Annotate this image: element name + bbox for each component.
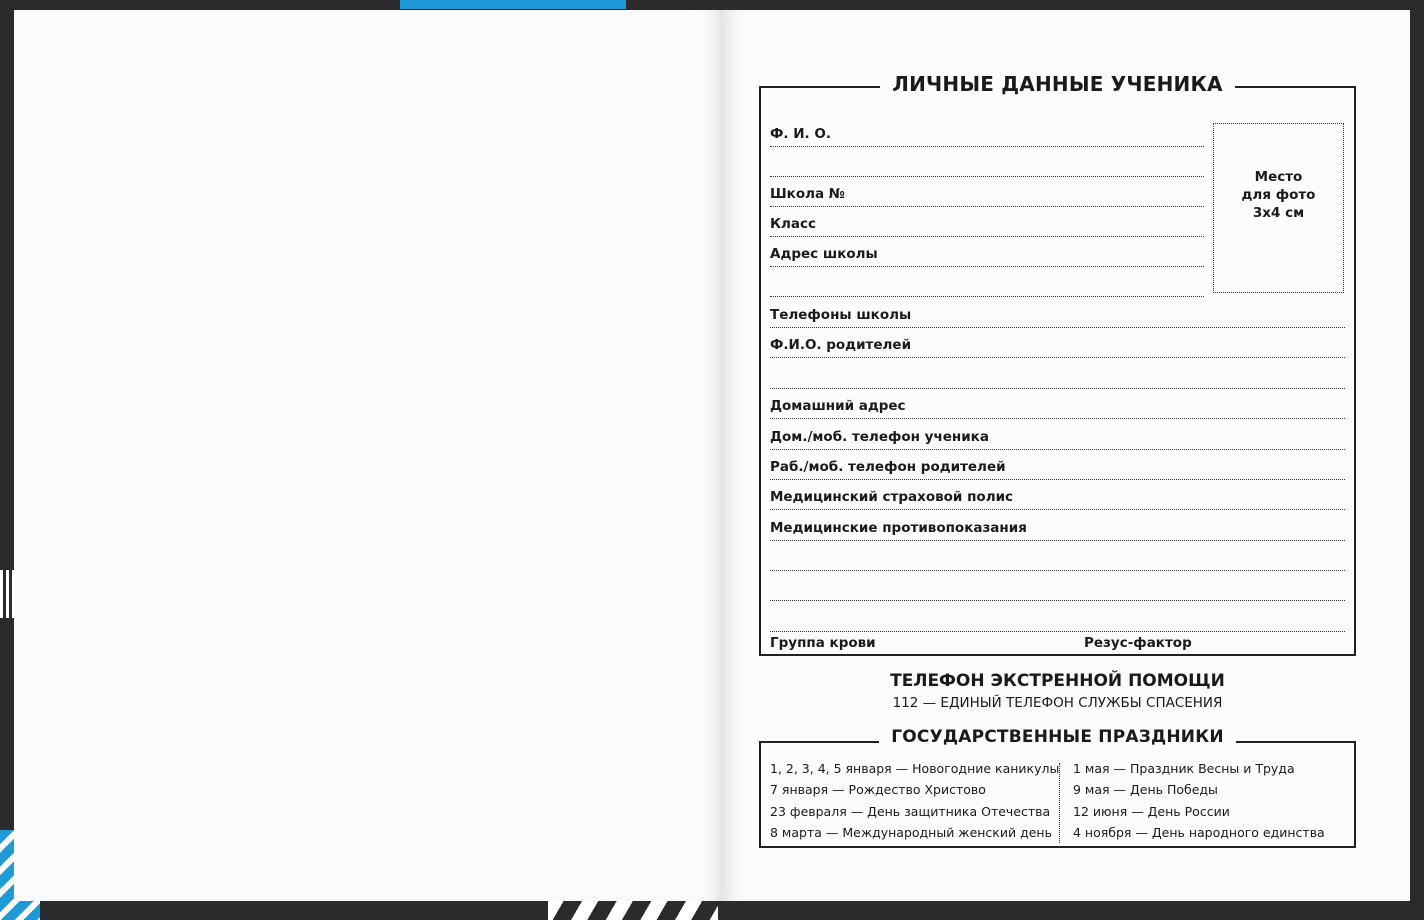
emergency-title: ТЕЛЕФОН ЭКСТРЕННОЙ ПОМОЩИ	[890, 671, 1225, 691]
holiday-item: 12 июня — День России	[1073, 803, 1230, 819]
holiday-item: 1 мая — Праздник Весны и Труда	[1073, 761, 1295, 776]
field-home-address[interactable]: Домашний адрес	[770, 394, 1345, 419]
holiday-item: 9 мая — День Победы	[1073, 782, 1218, 798]
blood-group-label: Группа крови	[770, 635, 876, 651]
field-parents-fio-continued[interactable]	[770, 364, 1345, 389]
field-fio-continued[interactable]	[770, 152, 1204, 177]
field-insurance[interactable]: Медицинский страховой полис	[770, 485, 1345, 510]
left-page	[14, 10, 722, 901]
field-blood-rh[interactable]	[770, 631, 1345, 655]
holiday-item: 7 января — Рождество Христово	[770, 782, 986, 798]
field-class[interactable]: Класс	[770, 212, 1204, 237]
holiday-item: 8 марта — Международный женский день	[770, 824, 1052, 840]
field-contraindications[interactable]: Медицинские противопоказания	[770, 516, 1345, 541]
field-school-address-continued[interactable]	[770, 272, 1204, 297]
field-contraindications-line-3[interactable]	[770, 576, 1345, 601]
emergency-section	[759, 670, 1356, 713]
cover-edge-blue-top	[400, 0, 626, 9]
holidays-left-column	[770, 758, 1060, 843]
holiday-item: 1, 2, 3, 4, 5 января — Новогодние каникулы	[770, 761, 1060, 776]
field-school[interactable]: Школа №	[770, 182, 1204, 207]
field-school-address[interactable]: Адрес школы	[770, 242, 1204, 267]
cover-edge-stripes-bottom	[548, 900, 718, 920]
cover-edge-marks	[0, 570, 14, 618]
field-contraindications-line-2[interactable]	[770, 546, 1345, 571]
field-school-phones[interactable]: Телефоны школы	[770, 303, 1345, 328]
holidays-divider	[1059, 763, 1060, 843]
holidays-title: ГОСУДАРСТВЕННЫЕ ПРАЗДНИКИ	[761, 727, 1354, 747]
field-parents-phone[interactable]: Раб./моб. телефон родителей	[770, 455, 1345, 480]
holidays-box	[759, 727, 1356, 848]
photo-placeholder: Место для фото 3х4 см	[1213, 123, 1344, 293]
holidays-right-column	[1073, 758, 1353, 843]
field-parents-fio[interactable]: Ф.И.О. родителей	[770, 333, 1345, 358]
field-contraindications-line-4[interactable]	[770, 607, 1345, 632]
personal-data-title: ЛИЧНЫЕ ДАННЫЕ УЧЕНИКА	[761, 72, 1354, 96]
right-page	[722, 10, 1410, 901]
personal-data-box	[759, 72, 1356, 656]
holiday-item: 4 ноября — День народного единства	[1073, 824, 1325, 840]
field-fio[interactable]: Ф. И. О.	[770, 122, 1204, 147]
holiday-item: 23 февраля — День защитника Отечества	[770, 803, 1051, 819]
rh-factor-label: Резус-фактор	[1084, 635, 1192, 651]
emergency-subtitle: 112 — ЕДИНЫЙ ТЕЛЕФОН СЛУЖБЫ СПАСЕНИЯ	[892, 695, 1223, 711]
field-student-phone[interactable]: Дом./моб. телефон ученика	[770, 425, 1345, 450]
